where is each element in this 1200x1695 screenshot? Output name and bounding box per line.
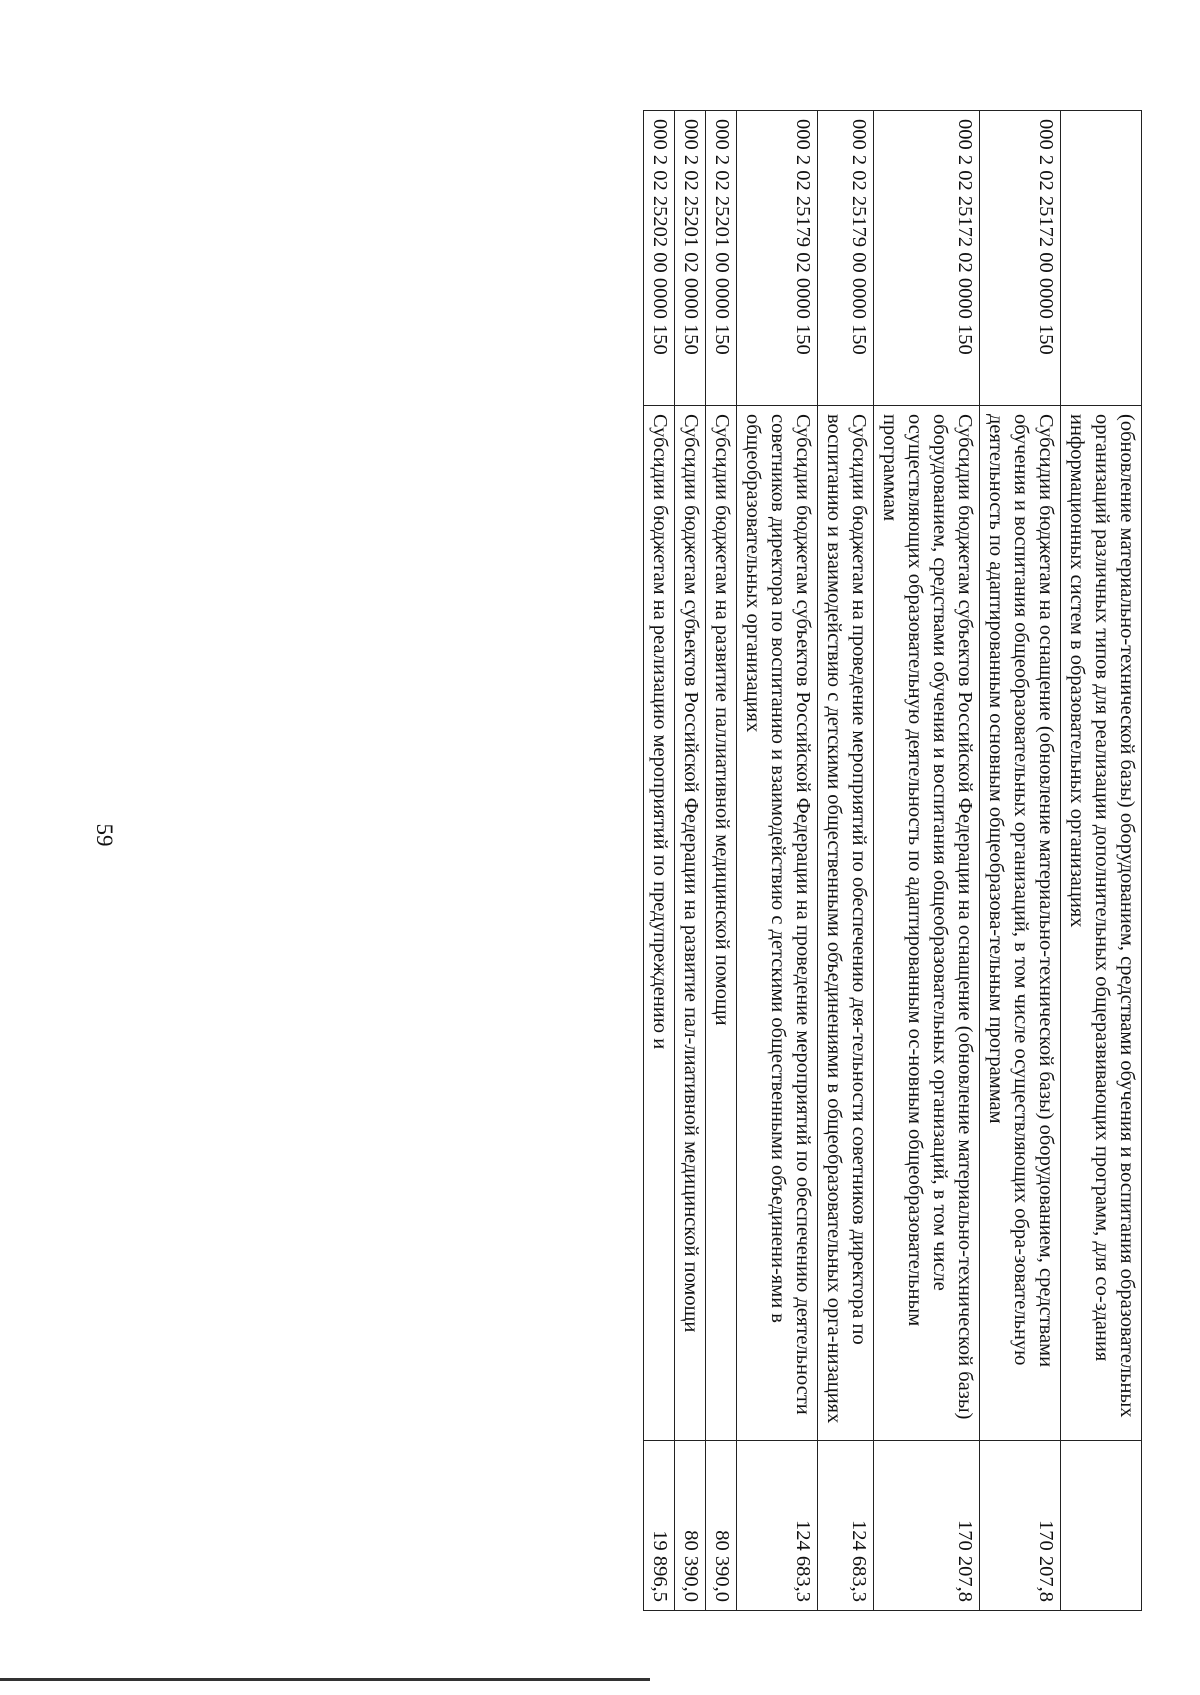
description-cell: Субсидии бюджетам на оснащение (обновление материально-технической базы) оборудованием, средствами обучения и воспитания общеобразовательных организаций, в том числе осуществляющих обра-зовательную деятельность по адаптированным основным общеобразова-тельным программам: [980, 406, 1061, 1441]
description-cell: Субсидии бюджетам субъектов Российской Федерации на развитие пал-лиативной медицинской помощи: [675, 406, 706, 1441]
table-row: [818, 111, 874, 1611]
amount-cell: 80 390,0: [706, 1441, 737, 1611]
budget-code-cell: 000 2 02 25179 00 0000 150: [818, 111, 874, 406]
amount-cell: 19 896,5: [644, 1441, 675, 1611]
budget-code-cell: 000 2 02 25172 02 0000 150: [874, 111, 980, 406]
table-row: [675, 111, 706, 1611]
amount-cell: 170 207,8: [874, 1441, 980, 1611]
description-cell: Субсидии бюджетам на развитие паллиативной медицинской помощи: [706, 406, 737, 1441]
budget-table: [643, 110, 1142, 1611]
budget-code-cell: 000 2 02 25202 00 0000 150: [644, 111, 675, 406]
description-cell: Субсидии бюджетам на проведение мероприятий по обеспечению дея-тельности советников директора по воспитанию и взаимодействию с детскими общественными объединениями в общеобразовательных орга-низациях: [818, 406, 874, 1441]
amount-cell: 124 683,3: [737, 1441, 818, 1611]
table-row: [980, 111, 1061, 1611]
description-cell: Субсидии бюджетам на реализацию мероприятий по предупреждению и: [644, 406, 675, 1441]
budget-code-cell: [1061, 111, 1142, 406]
budget-code-cell: 000 2 02 25201 02 0000 150: [675, 111, 706, 406]
description-cell: (обновление материально-технической базы) оборудованием, средствами обучения и воспитания образовательных организаций различных типов для реализации дополнительных общеразвивающих программ, для со-здания информационных систем в образовательных организациях: [1061, 406, 1142, 1441]
amount-cell: 80 390,0: [675, 1441, 706, 1611]
budget-code-cell: 000 2 02 25172 00 0000 150: [980, 111, 1061, 406]
description-cell: Субсидии бюджетам субъектов Российской Федерации на проведение мероприятий по обеспечению деятельности советников директора по воспитанию и взаимодействию с детскими общественными объединени-ями в общеобразовательных организациях: [737, 406, 818, 1441]
rotated-table-container: [192, 110, 1142, 1610]
table-row: [874, 111, 980, 1611]
table-row: [737, 111, 818, 1611]
scan-edge-line: [0, 1678, 650, 1681]
amount-cell: [1061, 1441, 1142, 1611]
table-row: [644, 111, 675, 1611]
description-cell: Субсидии бюджетам субъектов Российской Федерации на оснащение (обновление материально-технической базы) оборудованием, средствами обучения и воспитания общеобразовательных организаций, в том числе осуществляющих образовательную деятельность по адаптированным ос-новным общеобразовательным программам: [874, 406, 980, 1441]
budget-code-cell: 000 2 02 25179 02 0000 150: [737, 111, 818, 406]
budget-code-cell: 000 2 02 25201 00 0000 150: [706, 111, 737, 406]
budget-table-body: [644, 111, 1142, 1611]
amount-cell: 170 207,8: [980, 1441, 1061, 1611]
page-number: 59: [92, 823, 117, 847]
table-row: [1061, 111, 1142, 1611]
amount-cell: 124 683,3: [818, 1441, 874, 1611]
table-row: [706, 111, 737, 1611]
